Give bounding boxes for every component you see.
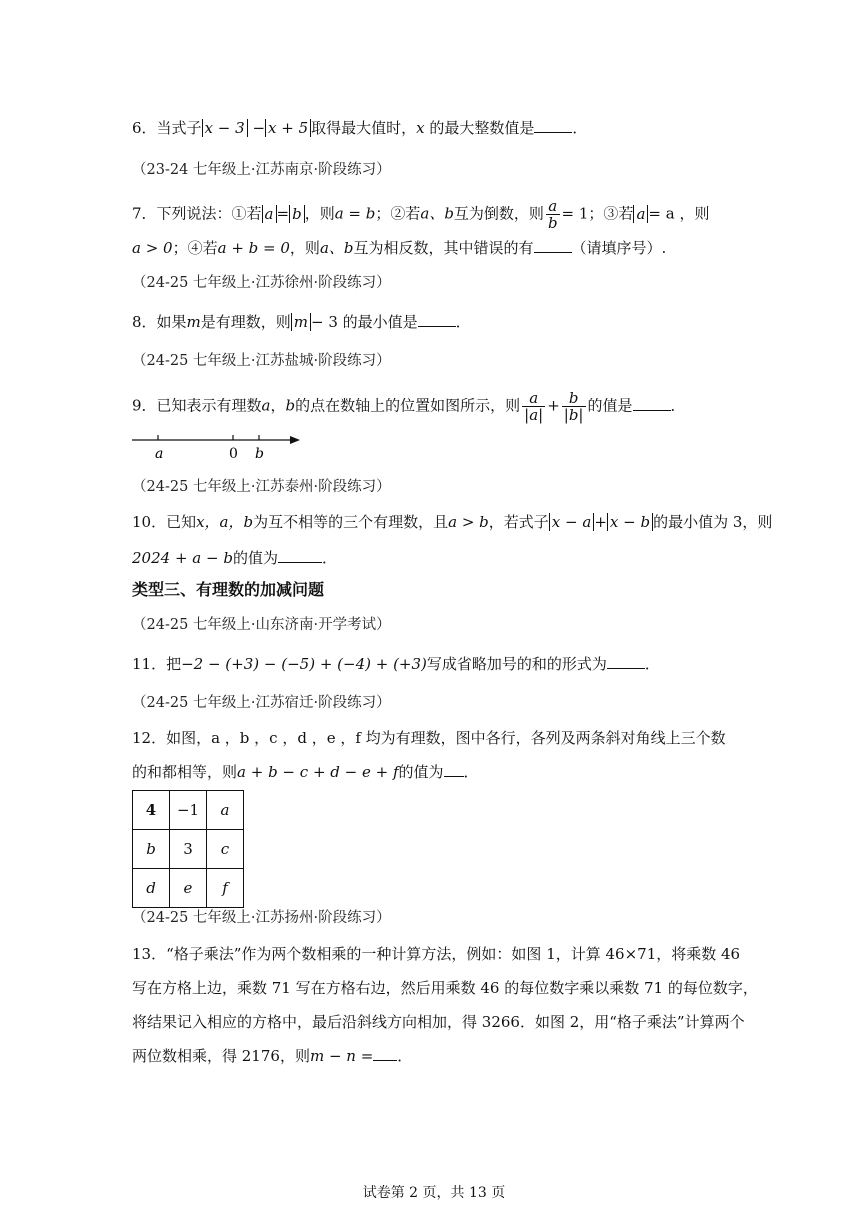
grid-cell: 4 (133, 791, 170, 830)
answer-blank[interactable] (633, 396, 671, 411)
answer-blank[interactable] (444, 762, 464, 777)
fraction: $\frac{a}{b}$ (547, 197, 558, 232)
question-13-line3: 将结果记入相应的方格中，最后沿斜线方向相加，得 3266．如图 2，用“格子乘法”计算两个 (132, 1013, 745, 1031)
question-12-line1: 12．如图，a ，b ，c ，d ，e ，f 均为有理数，图中各行，各列及两条斜对角线上三个数 (132, 729, 726, 747)
question-10-line1: 10．已知x，a，b为互不相等的三个有理数，且a > b，若式子 x − a + x − b 的最小值为 3，则 (132, 513, 773, 531)
grid-cell: b (133, 830, 170, 869)
source-q10: （24-25 七年级上·江苏泰州·阶段练习） (132, 479, 391, 495)
section-heading: 类型三、有理数的加减问题 (132, 580, 325, 599)
grid-cell: −1 (170, 791, 207, 830)
answer-blank[interactable] (418, 312, 456, 327)
question-10-line2: 2024 + a − b的值为 ． (132, 549, 337, 567)
answer-blank[interactable] (278, 548, 322, 563)
question-12-line2: 的和都相等，则a + b − c + d − e + f的值为 ． (132, 763, 479, 781)
source-q11: （24-25 七年级上·山东济南·开学考试） (132, 617, 391, 633)
question-8: 8．如果m是有理数，则 m − 3 的最小值是 ． (132, 313, 471, 331)
grid-cell: c (207, 830, 244, 869)
label-0: 0 (229, 446, 238, 462)
source-q12: （24-25 七年级上·江苏宿迁·阶段练习） (132, 695, 391, 711)
question-13-line2: 写在方格上边，乘数 71 写在方格右边，然后用乘数 46 的每位数字乘以乘数 71 的每位数字， (132, 979, 758, 997)
fraction-a: $\frac{a}{|a|}$ (524, 389, 544, 424)
question-6: 6．当式子 x − 3 − x + 5 取得最大值时，x 的最大整数值是 ． (132, 119, 588, 137)
page-footer: 试卷第 2 页，共 13 页 (362, 1185, 506, 1201)
magic-square-grid (132, 790, 244, 908)
question-13-line4: 两位数相乘，得 2176，则m − n = ． (132, 1047, 413, 1065)
grid-row (133, 830, 244, 869)
question-13-line1: 13．“格子乘法”作为两个数相乘的一种计算方法，例如：如图 1，计算 46×71，将乘数 46 (132, 945, 741, 963)
source-q9: （24-25 七年级上·江苏盐城·阶段练习） (132, 353, 391, 369)
source-q8: （24-25 七年级上·江苏徐州·阶段练习） (132, 275, 391, 291)
fraction-b: $\frac{b}{|b|}$ (563, 389, 584, 424)
source-q13: （24-25 七年级上·江苏扬州·阶段练习） (132, 910, 391, 926)
arrow-head (290, 436, 300, 444)
grid-row (133, 791, 244, 830)
grid-cell: e (170, 869, 207, 908)
label-a: a (155, 446, 164, 462)
answer-blank[interactable] (534, 238, 572, 253)
question-9: 9．已知表示有理数a，b的点在数轴上的位置如图所示，则 $\frac{a}{|a|}$ + $\frac{b}{|b|}$ 的值是 ． (132, 389, 686, 424)
grid-cell: 3 (170, 830, 207, 869)
grid-cell: a (207, 791, 244, 830)
answer-blank[interactable] (373, 1046, 397, 1061)
answer-blank[interactable] (534, 118, 572, 133)
question-7-line2: a > 0；④若a + b = 0，则a、b互为相反数，其中错误的有 （请填序号）. (132, 239, 667, 257)
source-q7: （23-24 七年级上·江苏南京·阶段练习） (132, 162, 391, 178)
question-7-line1: 7．下列说法：①若 a = b ，则a = b；②若a、b互为倒数，则 $\frac{a}{b}$ = 1；③若 a = a ，则 (132, 197, 710, 232)
number-line (128, 430, 308, 462)
question-11: 11．把−2 − (+3) − (−5) + (−4) + (+3)写成省略加号的和的形式为 ． (132, 655, 660, 673)
answer-blank[interactable] (607, 654, 645, 669)
grid-row (133, 869, 244, 908)
label-b: b (255, 446, 264, 462)
grid-cell: f (207, 869, 244, 908)
grid-cell: d (133, 869, 170, 908)
